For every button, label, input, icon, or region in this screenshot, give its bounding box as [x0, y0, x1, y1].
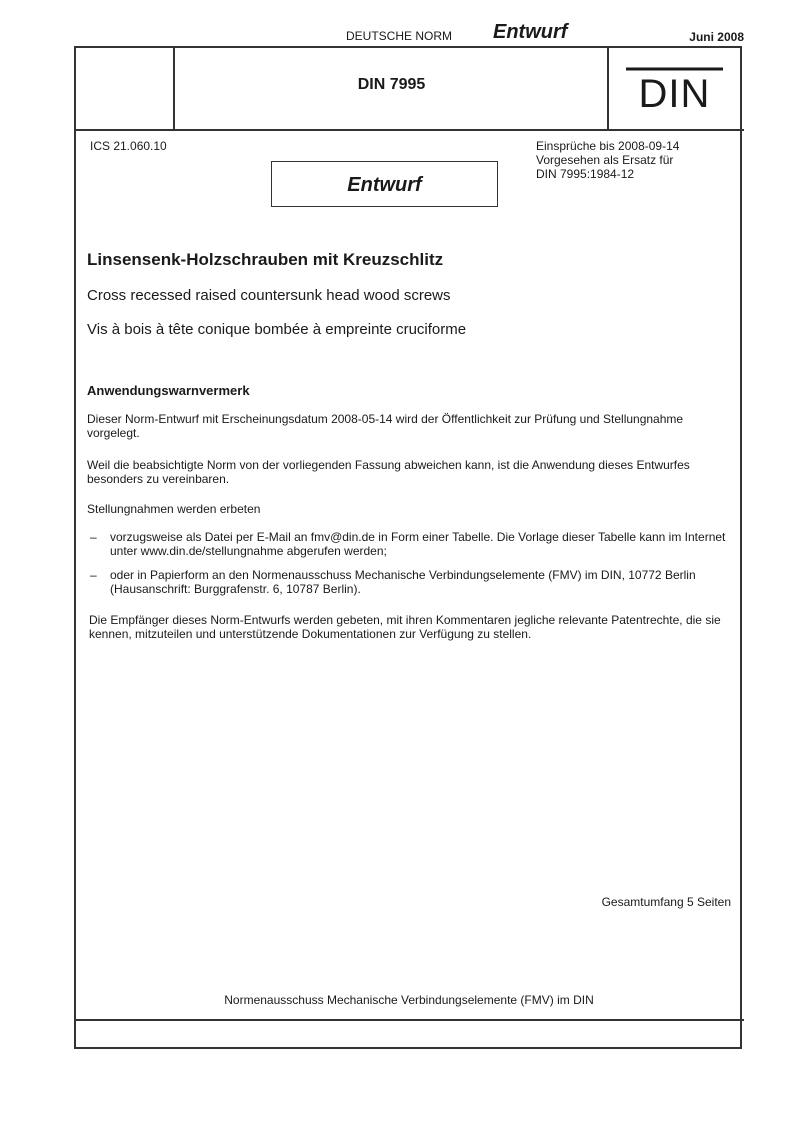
ics-code: ICS 21.060.10	[90, 139, 167, 153]
din-logo-text: DIN	[638, 72, 711, 112]
din-number-title: DIN 7995	[357, 76, 426, 93]
total-pages: Gesamtumfang 5 Seiten	[601, 895, 731, 909]
committee-name: Normenausschuss Mechanische Verbindungselemente (FMV) im DIN	[224, 993, 594, 1007]
replaced-standard: DIN 7995:1984-12	[536, 167, 635, 181]
draft-label: Entwurf	[493, 21, 568, 43]
notice-heading: Anwendungswarnvermerk	[87, 383, 250, 398]
list-item: oder in Papierform an den Normenausschuss Mechanische Verbindungselemente (FMV) im DIN, 10772 Berlin (Hausanschrift: Burggrafenstr. 6, 10787 Berlin).	[110, 568, 696, 596]
standard-type-label: DEUTSCHE NORM	[346, 29, 453, 43]
title-english: Cross recessed raised countersunk head wood screws	[87, 287, 451, 304]
list-item: vorzugsweise als Datei per E-Mail an fmv@din.de in Form einer Tabelle. Die Vorlage dieser Tabelle kann im Internet unter www.din.de/stellungnahme abgerufen werden;	[110, 530, 726, 558]
draft-box-label: Entwurf	[347, 174, 422, 196]
title-french: Vis à bois à tête conique bombée à empreinte cruciforme	[87, 321, 467, 338]
replacement-note: Vorgesehen als Ersatz für	[536, 153, 674, 167]
notice-paragraph: Weil die beabsichtigte Norm von der vorliegenden Fassung abweichen kann, ist die Anwendung dieses Entwurfes besonders zu vereinbaren.	[87, 458, 690, 486]
notice-paragraph: Die Empfänger dieses Norm-Entwurfs werden gebeten, mit ihren Kommentaren jegliche relevante Patentrechte, die sie kennen, mitzuteilen und unterstützende Dokumentationen zur Verfügung zu stellen.	[89, 613, 721, 641]
objection-deadline: Einsprüche bis 2008-09-14	[536, 139, 680, 153]
publication-date: Juni 2008	[689, 30, 744, 44]
notice-paragraph: Dieser Norm-Entwurf mit Erscheinungsdatum 2008-05-14 wird der Öffentlichkeit zur Prüfung und Stellungnahme vorgelegt.	[87, 412, 684, 440]
title-german: Linsensenk-Holzschrauben mit Kreuzschlitz	[87, 250, 444, 269]
bullet-marker: –	[90, 530, 97, 544]
notice-paragraph: Stellungnahmen werden erbeten	[87, 502, 261, 516]
remarks-block	[536, 139, 679, 181]
din-logo	[618, 66, 731, 112]
footer-divider	[74, 1019, 744, 1021]
bullet-marker: –	[90, 568, 97, 582]
